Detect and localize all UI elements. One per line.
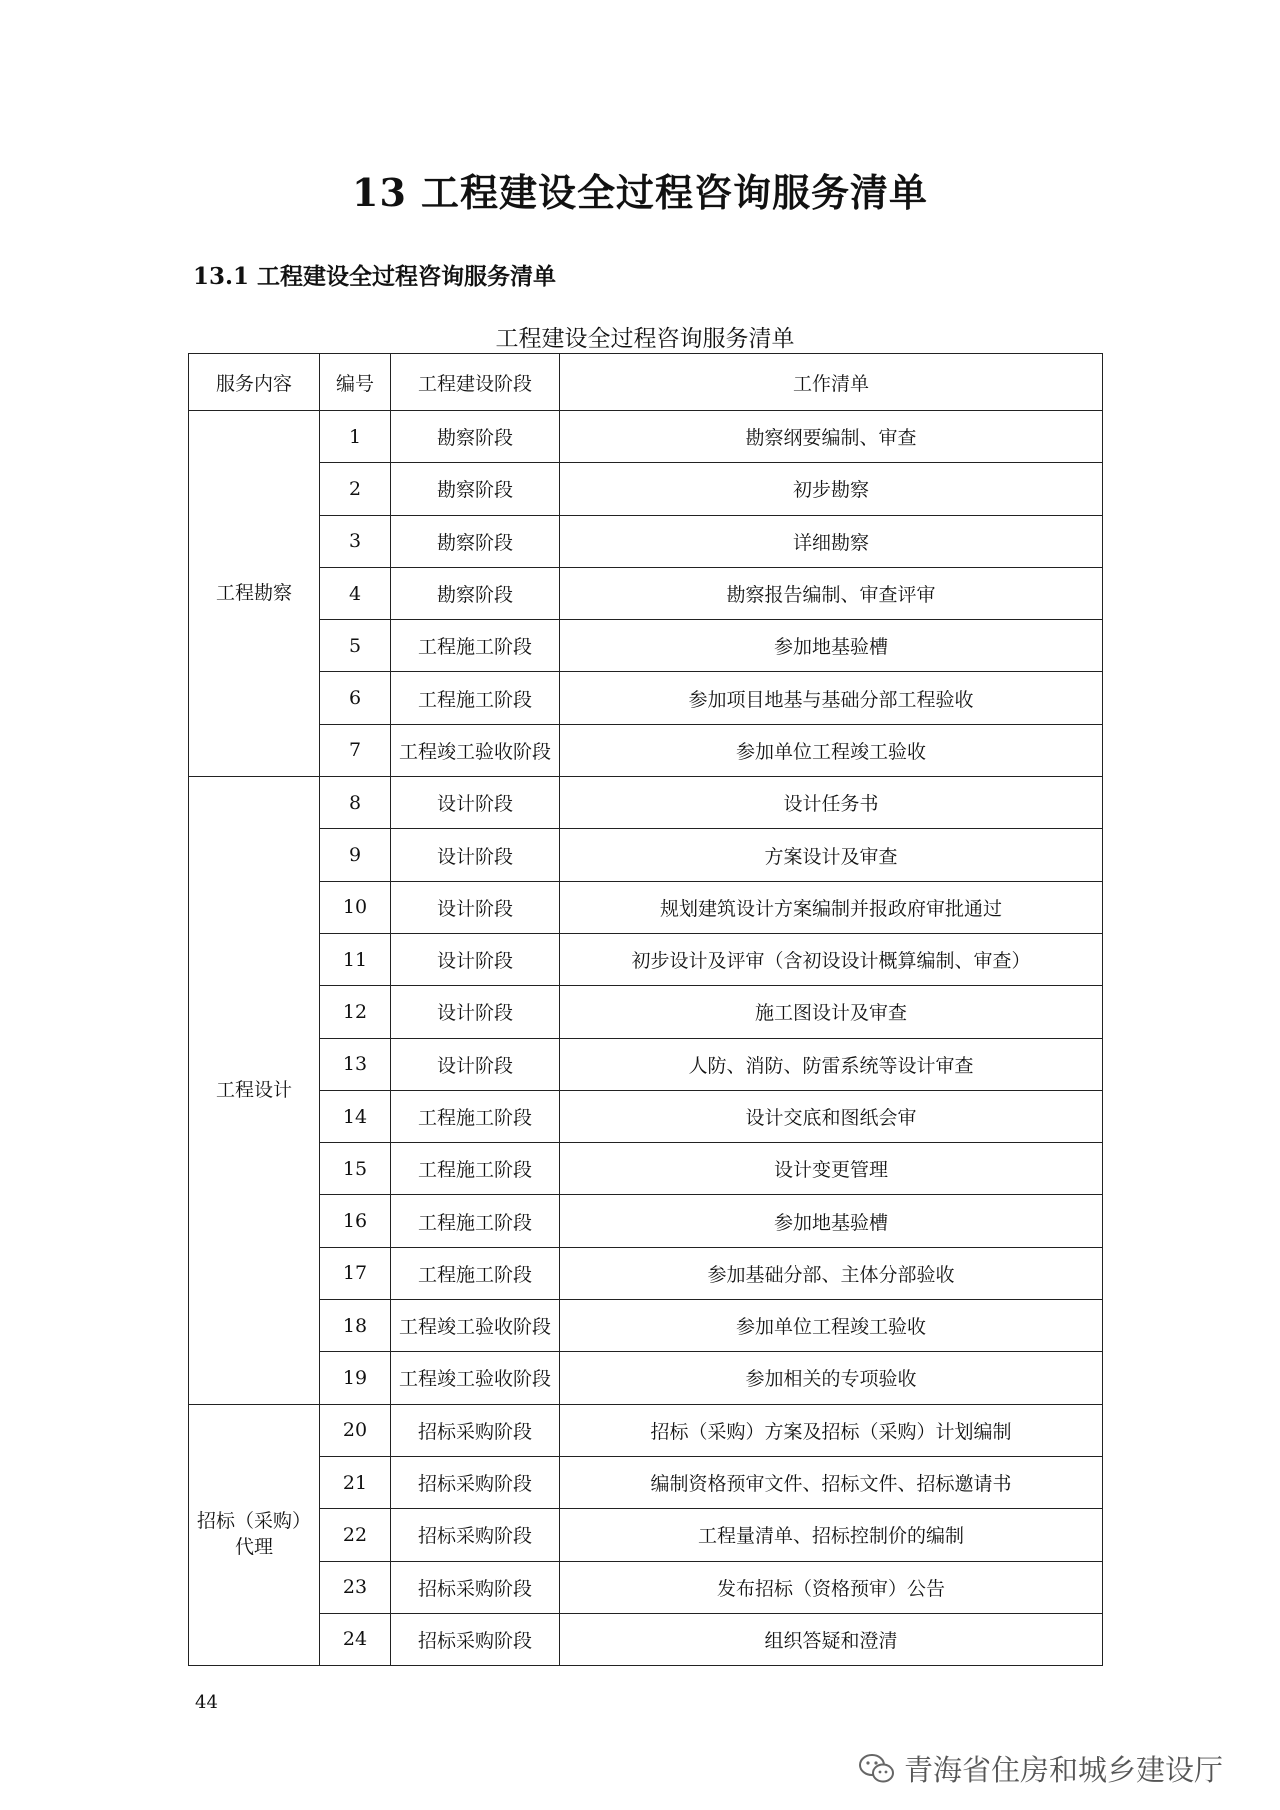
header-stage: 工程建设阶段: [391, 354, 560, 411]
stage-cell: 勘察阶段: [391, 567, 560, 619]
stage-cell: 设计阶段: [391, 829, 560, 881]
item-number-cell: 22: [320, 1509, 391, 1561]
table-row: [189, 411, 1103, 463]
work-item-cell: 招标（采购）方案及招标（采购）计划编制: [560, 1404, 1103, 1456]
service-category-cell: 工程设计: [189, 777, 320, 1405]
work-item-cell: 详细勘察: [560, 515, 1103, 567]
stage-cell: 招标采购阶段: [391, 1456, 560, 1508]
item-number-cell: 24: [320, 1613, 391, 1665]
work-item-cell: 参加相关的专项验收: [560, 1352, 1103, 1404]
work-item-cell: 参加基础分部、主体分部验收: [560, 1247, 1103, 1299]
header-number: 编号: [320, 354, 391, 411]
work-item-cell: 设计变更管理: [560, 1143, 1103, 1195]
table-row: [189, 1456, 1103, 1508]
work-item-cell: 参加单位工程竣工验收: [560, 724, 1103, 776]
work-item-cell: 勘察纲要编制、审查: [560, 411, 1103, 463]
table-row: [189, 1143, 1103, 1195]
table-row: [189, 1509, 1103, 1561]
table-row: [189, 620, 1103, 672]
service-category-cell: 工程勘察: [189, 411, 320, 777]
table-row: [189, 1195, 1103, 1247]
work-item-cell: 施工图设计及审查: [560, 986, 1103, 1038]
table-row: [189, 1404, 1103, 1456]
table-header-row: [189, 354, 1103, 411]
work-item-cell: 工程量清单、招标控制价的编制: [560, 1509, 1103, 1561]
item-number-cell: 5: [320, 620, 391, 672]
watermark: [858, 1748, 1223, 1789]
work-item-cell: 组织答疑和澄清: [560, 1613, 1103, 1665]
stage-cell: 工程竣工验收阶段: [391, 1300, 560, 1352]
item-number-cell: 7: [320, 724, 391, 776]
chapter-title-text: 工程建设全过程咨询服务清单: [420, 170, 928, 215]
item-number-cell: 17: [320, 1247, 391, 1299]
stage-cell: 招标采购阶段: [391, 1509, 560, 1561]
work-item-cell: 编制资格预审文件、招标文件、招标邀请书: [560, 1456, 1103, 1508]
work-item-cell: 参加单位工程竣工验收: [560, 1300, 1103, 1352]
work-item-cell: 方案设计及审查: [560, 829, 1103, 881]
table-row: [189, 1090, 1103, 1142]
section-title: 13.1 工程建设全过程咨询服务清单: [193, 263, 557, 290]
work-item-cell: 设计任务书: [560, 777, 1103, 829]
wechat-icon: [858, 1752, 896, 1786]
work-item-cell: 参加项目地基与基础分部工程验收: [560, 672, 1103, 724]
table-row: [189, 777, 1103, 829]
stage-cell: 设计阶段: [391, 881, 560, 933]
work-item-cell: 初步设计及评审（含初设设计概算编制、审查）: [560, 933, 1103, 985]
table-row: [189, 986, 1103, 1038]
stage-cell: 招标采购阶段: [391, 1613, 560, 1665]
service-list-table: [188, 353, 1103, 1666]
service-category-cell: 招标（采购） 代理: [189, 1404, 320, 1665]
stage-cell: 工程施工阶段: [391, 620, 560, 672]
stage-cell: 设计阶段: [391, 1038, 560, 1090]
page-number: 44: [195, 1692, 218, 1713]
work-item-cell: 规划建筑设计方案编制并报政府审批通过: [560, 881, 1103, 933]
stage-cell: 工程施工阶段: [391, 672, 560, 724]
header-work-list: 工作清单: [560, 354, 1103, 411]
item-number-cell: 19: [320, 1352, 391, 1404]
stage-cell: 招标采购阶段: [391, 1404, 560, 1456]
table-row: [189, 881, 1103, 933]
stage-cell: 设计阶段: [391, 986, 560, 1038]
item-number-cell: 21: [320, 1456, 391, 1508]
work-item-cell: 参加地基验槽: [560, 1195, 1103, 1247]
table-row: [189, 933, 1103, 985]
table-row: [189, 1613, 1103, 1665]
stage-cell: 工程施工阶段: [391, 1143, 560, 1195]
stage-cell: 设计阶段: [391, 933, 560, 985]
table-caption: 工程建设全过程咨询服务清单: [495, 326, 795, 352]
table-row: [189, 1300, 1103, 1352]
work-item-cell: 人防、消防、防雷系统等设计审查: [560, 1038, 1103, 1090]
item-number-cell: 23: [320, 1561, 391, 1613]
item-number-cell: 8: [320, 777, 391, 829]
stage-cell: 工程竣工验收阶段: [391, 724, 560, 776]
item-number-cell: 13: [320, 1038, 391, 1090]
watermark-text: 青海省住房和城乡建设厅: [904, 1753, 1224, 1787]
item-number-cell: 1: [320, 411, 391, 463]
item-number-cell: 15: [320, 1143, 391, 1195]
table-row: [189, 567, 1103, 619]
work-item-cell: 初步勘察: [560, 463, 1103, 515]
item-number-cell: 14: [320, 1090, 391, 1142]
stage-cell: 勘察阶段: [391, 515, 560, 567]
item-number-cell: 12: [320, 986, 391, 1038]
work-item-cell: 勘察报告编制、审查评审: [560, 567, 1103, 619]
item-number-cell: 3: [320, 515, 391, 567]
stage-cell: 招标采购阶段: [391, 1561, 560, 1613]
table-row: [189, 672, 1103, 724]
item-number-cell: 18: [320, 1300, 391, 1352]
stage-cell: 勘察阶段: [391, 411, 560, 463]
item-number-cell: 11: [320, 933, 391, 985]
stage-cell: 设计阶段: [391, 777, 560, 829]
table-row: [189, 1561, 1103, 1613]
table-row: [189, 829, 1103, 881]
item-number-cell: 4: [320, 567, 391, 619]
stage-cell: 工程施工阶段: [391, 1247, 560, 1299]
table-row: [189, 1247, 1103, 1299]
table-row: [189, 515, 1103, 567]
chapter-title: [0, 162, 1280, 217]
item-number-cell: 10: [320, 881, 391, 933]
item-number-cell: 16: [320, 1195, 391, 1247]
item-number-cell: 6: [320, 672, 391, 724]
item-number-cell: 20: [320, 1404, 391, 1456]
work-item-cell: 参加地基验槽: [560, 620, 1103, 672]
table-row: [189, 724, 1103, 776]
header-service-content: 服务内容: [189, 354, 320, 411]
table-body: [189, 411, 1103, 1666]
stage-cell: 工程施工阶段: [391, 1195, 560, 1247]
stage-cell: 工程施工阶段: [391, 1090, 560, 1142]
work-item-cell: 发布招标（资格预审）公告: [560, 1561, 1103, 1613]
table-row: [189, 1038, 1103, 1090]
stage-cell: 工程竣工验收阶段: [391, 1352, 560, 1404]
item-number-cell: 9: [320, 829, 391, 881]
table-row: [189, 1352, 1103, 1404]
table-row: [189, 463, 1103, 515]
work-item-cell: 设计交底和图纸会审: [560, 1090, 1103, 1142]
item-number-cell: 2: [320, 463, 391, 515]
chapter-number: 13: [352, 170, 407, 215]
stage-cell: 勘察阶段: [391, 463, 560, 515]
